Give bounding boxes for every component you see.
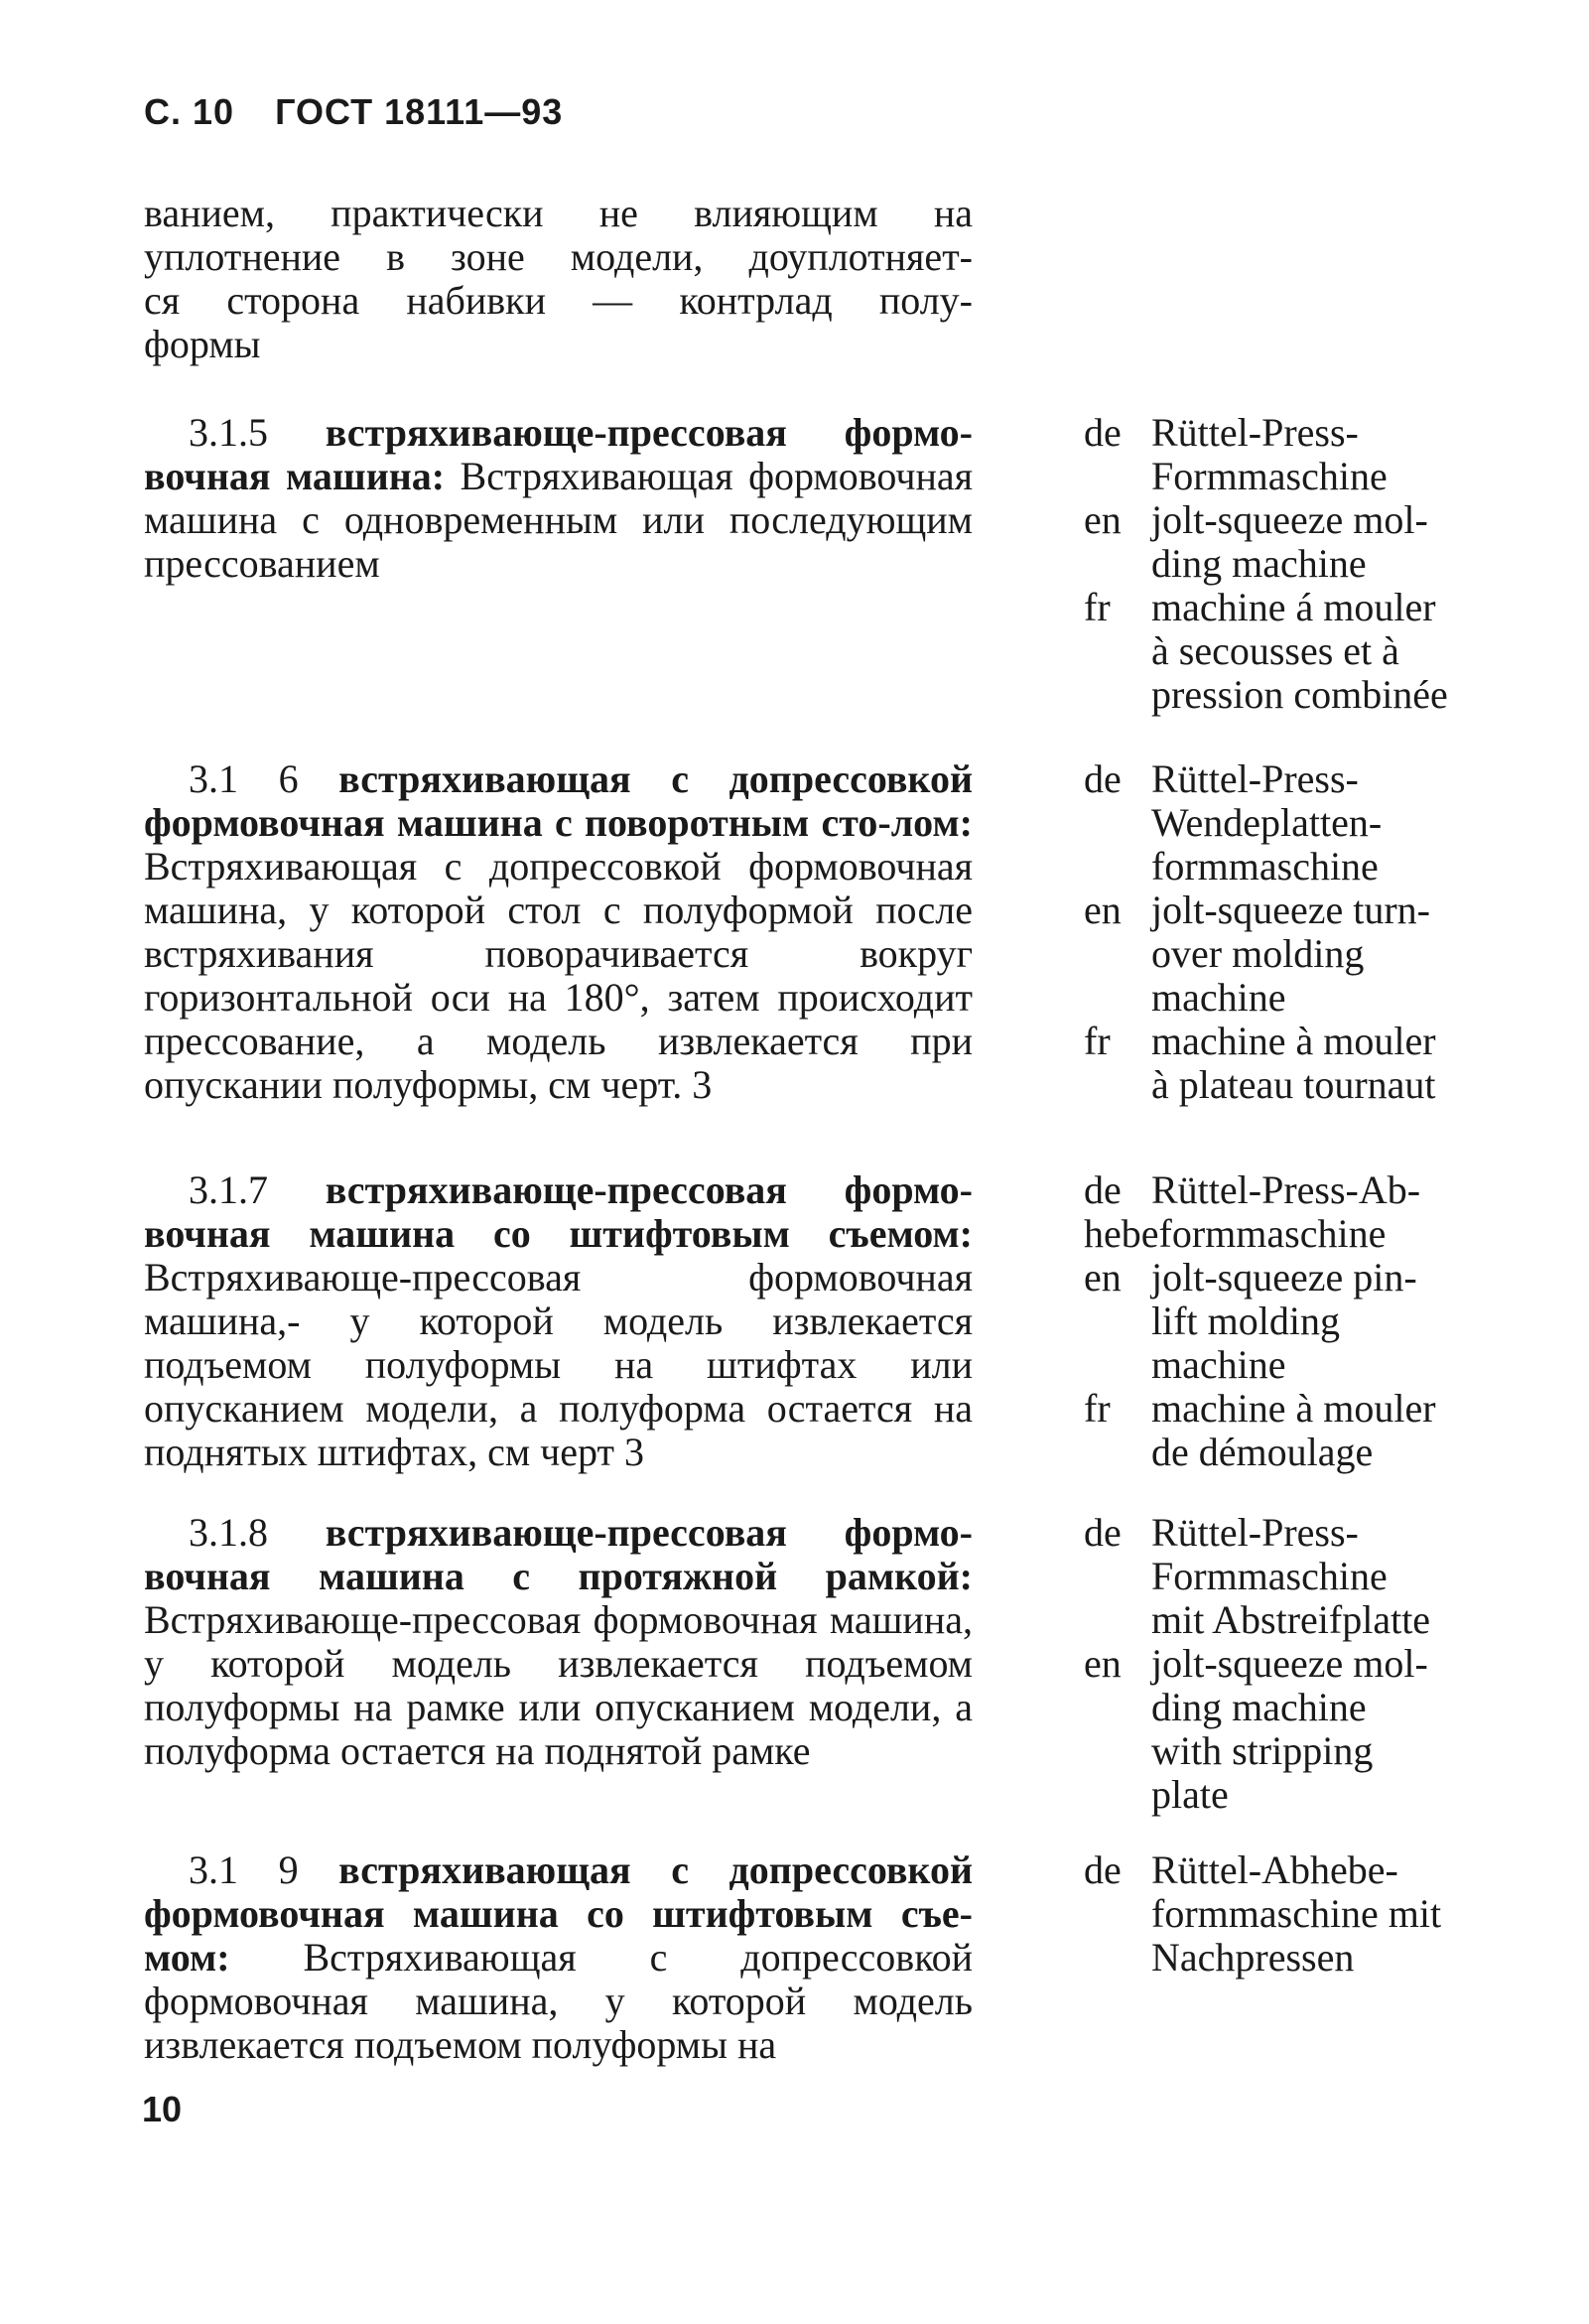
translation-line: à secousses et à xyxy=(1151,628,1399,673)
standard-code: ГОСТ 18111—93 xyxy=(275,91,564,132)
entry-number: 3.1.7 xyxy=(189,1167,268,1212)
translation-line: formmaschine mit xyxy=(1151,1891,1442,1936)
entry-definition: Встряхивающе-прессовая формовочная машина, у которой модель извлекается подъемом полуформы на рамке или опусканием модели, а полуформа остается на поднятой рамке xyxy=(144,1597,973,1773)
translation-line: mit Abstreifplatte xyxy=(1151,1597,1431,1642)
page-label: С. 10 xyxy=(144,91,235,132)
translation-line: ding machine xyxy=(1151,541,1367,586)
translations-3-1-6 xyxy=(1084,757,1550,1107)
translation-de xyxy=(1084,1168,1550,1212)
lang-code: fr xyxy=(1084,585,1111,629)
translation-fr xyxy=(1084,1387,1550,1474)
lang-code: de xyxy=(1084,1847,1122,1892)
translations-3-1-5 xyxy=(1084,411,1550,717)
entry-3-1-6 xyxy=(144,757,973,1107)
lang-code: de xyxy=(1084,1510,1122,1555)
intro-line: ванием, практически не влияющим на xyxy=(144,191,973,235)
translation-line: jolt-squeeze mol- xyxy=(1151,1641,1428,1686)
entry-number: 3.1 9 xyxy=(189,1847,299,1892)
translation-line: machine à mouler xyxy=(1151,1019,1436,1063)
translation-line: Rüttel-Abhebe- xyxy=(1151,1847,1398,1892)
entry-3-1-7 xyxy=(144,1168,973,1474)
translation-fr xyxy=(1084,1020,1550,1107)
translation-en xyxy=(1084,498,1550,586)
entry-definition: Встряхивающая формовочная машина с одновременным или последующим прессованием xyxy=(144,454,973,586)
lang-code: de xyxy=(1084,1167,1122,1212)
translation-line: plate xyxy=(1151,1772,1229,1817)
entry-number: 3.1.8 xyxy=(189,1510,268,1555)
entry-3-1-5 xyxy=(144,411,973,586)
translation-line: machine á mouler xyxy=(1151,585,1436,629)
translation-line: machine à mouler xyxy=(1151,1386,1436,1431)
translation-line: Rüttel-Press- xyxy=(1151,1510,1359,1555)
lang-code: de xyxy=(1084,756,1122,801)
translation-fr xyxy=(1084,586,1550,717)
translation-line: de démoulage xyxy=(1151,1430,1374,1474)
entry-term: встряхивающая с допрессовкой формовочная машина со штифтовым съе-мом: xyxy=(144,1847,973,1980)
translation-line: Rüttel-Press- xyxy=(1151,756,1359,801)
translation-line: jolt-squeeze turn- xyxy=(1151,888,1430,932)
translations-3-1-7 xyxy=(1084,1168,1550,1474)
translations-3-1-9 xyxy=(1084,1848,1550,1980)
intro-line: формы xyxy=(144,322,261,366)
translation-line: hebeformmaschine xyxy=(1084,1211,1387,1256)
translation-en xyxy=(1084,889,1550,1020)
entry-term: встряхивающе-прессовая формо-вочная машина: xyxy=(144,410,973,498)
translation-line: pression combinée xyxy=(1151,672,1448,717)
translation-line: Nachpressen xyxy=(1151,1935,1355,1980)
entry-term: встряхивающая с допрессовкой формовочная машина с поворотным сто-лом: xyxy=(144,756,973,845)
entry-term: встряхивающе-прессовая формо-вочная машина со штифтовым съемом: xyxy=(144,1167,973,1256)
translation-en xyxy=(1084,1256,1550,1387)
translation-line: lift molding xyxy=(1151,1299,1340,1343)
entry-definition: Встряхивающая с допрессовкой формовочная машина, у которой стол с полуформой после встряхивания поворачивается вокруг горизонтальной оси на 180°, затем происходит прессование, а модель извлекается при опускании полуформы, см черт. 3 xyxy=(144,844,973,1107)
translation-line: Rüttel-Press-Ab- xyxy=(1151,1167,1421,1212)
lang-code: en xyxy=(1084,497,1122,542)
intro-line: уплотнение в зоне модели, доуплотняет- xyxy=(144,234,973,279)
translations-3-1-8 xyxy=(1084,1511,1550,1817)
intro-line: ся сторона набивки — контрлад полу- xyxy=(144,278,973,323)
translation-de xyxy=(1084,1511,1550,1642)
entry-number: 3.1.5 xyxy=(189,410,268,455)
page-number: 10 xyxy=(142,2089,183,2129)
lang-code: en xyxy=(1084,1641,1122,1686)
translation-line: Wendeplatten- xyxy=(1151,800,1383,845)
translation-line: Formmaschine xyxy=(1151,454,1388,498)
translation-de xyxy=(1084,757,1550,889)
entry-definition: Встряхивающая с допрессовкой формовочная машина, у которой модель извлекается подъемом полуформы на xyxy=(144,1935,974,2067)
entry-3-1-8 xyxy=(144,1511,973,1773)
translation-line: Formmaschine xyxy=(1151,1554,1388,1598)
translation-line: à plateau tournaut xyxy=(1151,1062,1436,1107)
entry-number: 3.1 6 xyxy=(189,756,299,801)
translation-line: machine xyxy=(1151,1342,1286,1387)
lang-code: fr xyxy=(1084,1019,1111,1063)
lang-code: en xyxy=(1084,888,1122,932)
translation-line: jolt-squeeze mol- xyxy=(1151,497,1428,542)
lang-code: fr xyxy=(1084,1386,1111,1431)
entry-definition: Встряхивающе-прессовая формовочная машина,- у которой модель извлекается подъемом полуформы на штифтах или опусканием модели, а полуформа остается на поднятых штифтах, см черт 3 xyxy=(144,1255,973,1474)
translation-de xyxy=(1084,411,1550,498)
intro-paragraph xyxy=(144,192,973,366)
entry-3-1-9 xyxy=(144,1848,973,2067)
translation-en xyxy=(1084,1642,1550,1817)
lang-code: de xyxy=(1084,410,1122,455)
translation-line: Rüttel-Press- xyxy=(1151,410,1359,455)
entry-term: встряхивающе-прессовая формо-вочная машина с протяжной рамкой: xyxy=(144,1510,973,1598)
translation-line: formmaschine xyxy=(1151,844,1379,889)
translation-line: ding machine xyxy=(1151,1685,1367,1729)
translation-line: over molding xyxy=(1151,931,1365,976)
translation-line: machine xyxy=(1151,975,1286,1020)
translation-line: jolt-squeeze pin- xyxy=(1151,1255,1417,1299)
lang-code: en xyxy=(1084,1255,1122,1299)
translation-de-continuation xyxy=(1084,1212,1550,1256)
translation-de xyxy=(1084,1848,1550,1980)
page-header xyxy=(144,91,593,133)
translation-line: with stripping xyxy=(1151,1728,1374,1773)
